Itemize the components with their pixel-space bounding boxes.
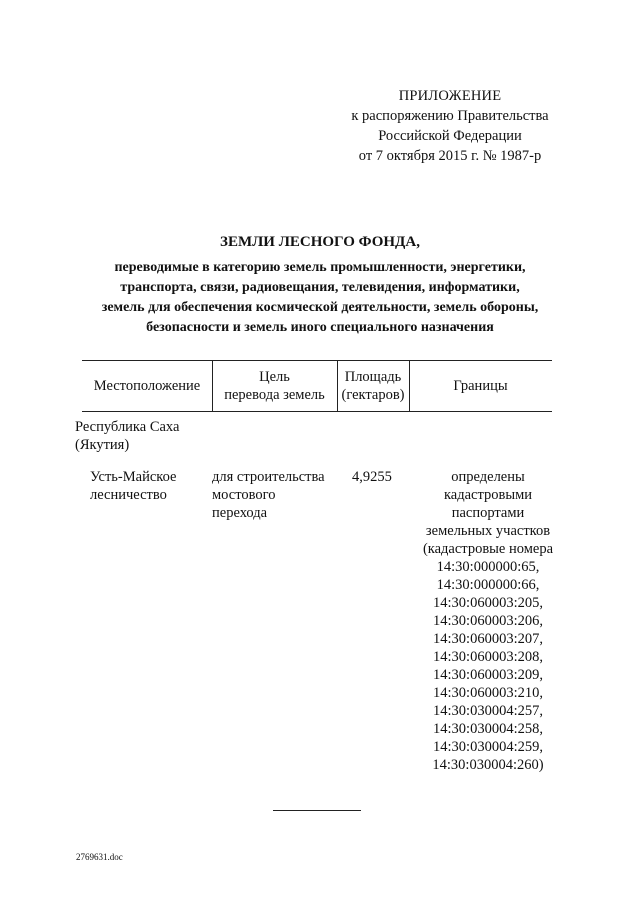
header-purpose-line: Цель bbox=[259, 369, 290, 385]
cadastral-number: 14:30:030004:258, bbox=[433, 721, 543, 737]
appendix-date-number: от 7 октября 2015 г. № 1987-р bbox=[358, 148, 542, 164]
location-line: Усть-Майское bbox=[90, 469, 177, 485]
subtitle-line: переводимые в категорию земель промышленности, энергетики, bbox=[114, 260, 526, 275]
appendix-line: к распоряжению Правительства bbox=[351, 108, 549, 124]
cadastral-number: 14:30:060003:210, bbox=[433, 685, 543, 701]
borders-line: определены bbox=[451, 469, 525, 485]
subtitle-line: транспорта, связи, радиовещания, телевидения, информатики, bbox=[120, 280, 520, 295]
row-borders bbox=[408, 468, 568, 774]
header-area-line: (гектаров) bbox=[341, 387, 405, 403]
table-header bbox=[82, 360, 552, 412]
row-area: 4,9255 bbox=[352, 469, 392, 485]
region-line: Республика Саха bbox=[75, 419, 180, 435]
cadastral-number: 14:30:030004:257, bbox=[433, 703, 543, 719]
subtitle-line: безопасности и земель иного специального назначения bbox=[146, 320, 494, 335]
header-area bbox=[337, 361, 409, 411]
subtitle-line: земель для обеспечения космической деятельности, земель обороны, bbox=[101, 300, 539, 315]
row-location bbox=[90, 468, 210, 504]
borders-line: паспортами bbox=[451, 505, 525, 521]
header-location: Местоположение bbox=[93, 378, 201, 394]
region-line: (Якутия) bbox=[75, 437, 130, 453]
region-label bbox=[75, 418, 215, 454]
end-separator-line bbox=[273, 810, 361, 811]
file-name-footer: 2769631.doc bbox=[76, 852, 123, 862]
cadastral-number: 14:30:030004:259, bbox=[433, 739, 543, 755]
cadastral-number: 14:30:060003:205, bbox=[433, 595, 543, 611]
borders-line: земельных участков bbox=[425, 523, 551, 539]
borders-line: кадастровыми bbox=[443, 487, 533, 503]
row-purpose bbox=[212, 468, 342, 522]
appendix-line: Российской Федерации bbox=[378, 128, 522, 144]
appendix-block bbox=[330, 86, 570, 166]
document-title: ЗЕМЛИ ЛЕСНОГО ФОНДА, bbox=[220, 234, 420, 250]
purpose-line: мостового bbox=[212, 487, 276, 503]
cadastral-number: 14:30:060003:209, bbox=[433, 667, 543, 683]
header-purpose-line: перевода земель bbox=[224, 387, 325, 403]
cadastral-number: 14:30:060003:207, bbox=[433, 631, 543, 647]
header-area-line: Площадь bbox=[344, 369, 402, 385]
document-subtitle bbox=[60, 258, 580, 338]
cadastral-number: 14:30:000000:66, bbox=[436, 577, 540, 593]
cadastral-number: 14:30:060003:206, bbox=[433, 613, 543, 629]
appendix-heading: ПРИЛОЖЕНИЕ bbox=[398, 88, 502, 104]
cadastral-number: 14:30:000000:65, bbox=[436, 559, 540, 575]
purpose-line: для строительства bbox=[212, 469, 325, 485]
purpose-line: перехода bbox=[212, 505, 268, 521]
location-line: лесничество bbox=[90, 487, 167, 503]
header-purpose bbox=[212, 361, 337, 411]
cadastral-number: 14:30:060003:208, bbox=[433, 649, 543, 665]
cadastral-number: 14:30:030004:260) bbox=[432, 757, 544, 773]
borders-line: (кадастровые номера bbox=[422, 541, 554, 557]
header-borders: Границы bbox=[453, 378, 508, 394]
